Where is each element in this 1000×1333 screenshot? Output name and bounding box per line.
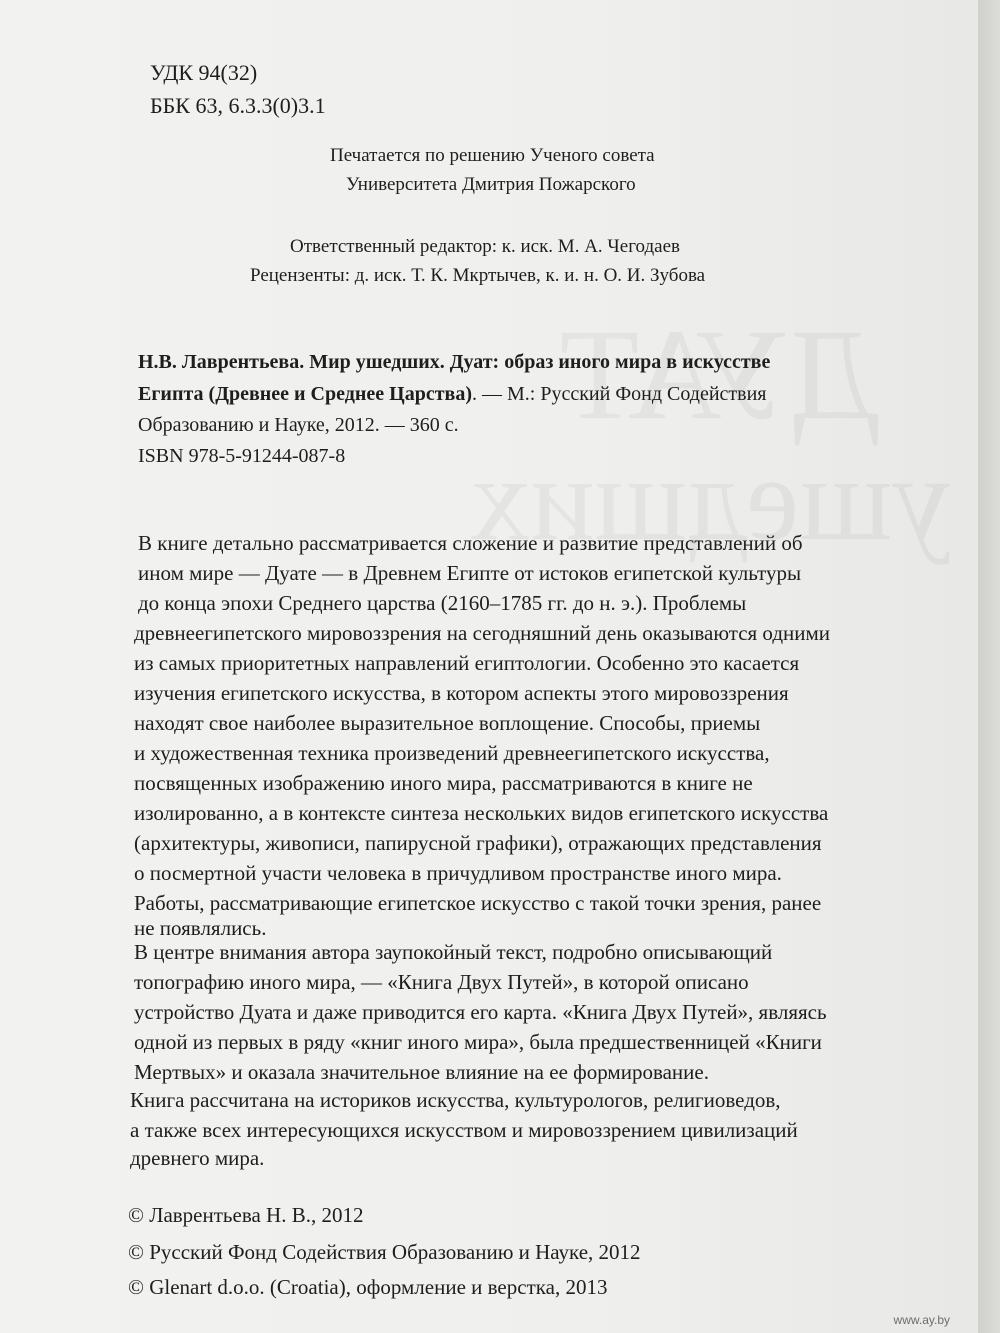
reviewers: Рецензенты: д. иск. Т. К. Мкртычев, к. и. н. О. И. Зубова	[250, 265, 706, 286]
abstract-line: не появлялись.	[134, 916, 267, 940]
responsible-editor: Ответственный редактор: к. иск. М. А. Чегодаев	[290, 236, 680, 257]
abstract-line: древнего мира.	[130, 1146, 265, 1170]
copyright-line: © Glenart d.o.o. (Croatia), оформление и верстка, 2013	[128, 1275, 608, 1299]
abstract-line: топографию иного мира, — «Книга Двух Путей», в которой описано	[134, 970, 749, 994]
abstract-line: изучения египетского искусства, в котором аспекты этого мировоззрения	[134, 681, 789, 705]
abstract-line: одной из первых в ряду «книг иного мира», была предшественницей «Книги	[134, 1030, 822, 1054]
print-decision-line: Печатается по решению Ученого совета	[330, 145, 655, 166]
citation-publisher: . — М.: Русский Фонд Содействия	[471, 383, 767, 405]
abstract-line: а также всех интересующихся искусством и мировоззрением цивилизаций	[130, 1118, 798, 1142]
citation-title-continued: Египта (Древнее и Среднее Царства)	[138, 383, 472, 405]
bbk-code: ББК 63, 6.3.3(0)3.1	[150, 93, 326, 118]
citation-line-3: Образованию и Науке, 2012. — 360 с.	[138, 414, 459, 436]
abstract-line: находят свое наиболее выразительное воплощение. Способы, приемы	[134, 711, 761, 735]
abstract-line: из самых приоритетных направлений египтологии. Особенно это касается	[134, 651, 800, 675]
isbn: ISBN 978-5-91244-087-8	[138, 445, 346, 467]
abstract-line: и художественная техника произведений древнеегипетского искусства,	[134, 741, 770, 765]
abstract-line: В книге детально рассматривается сложение и развитие представлений об	[138, 531, 803, 555]
abstract-line: Работы, рассматривающие египетское искусство с такой точки зрения, ранее	[134, 891, 822, 915]
show-through-text	[560, 300, 879, 450]
print-decision-line: Университета Дмитрия Пожарского	[346, 174, 636, 195]
copyright-line: © Лаврентьева Н. В., 2012	[128, 1203, 364, 1227]
abstract-line: о посмертной участи человека в причудливом пространстве иного мира.	[134, 861, 782, 885]
abstract-line: устройство Дуата и даже приводится его карта. «Книга Двух Путей», являясь	[134, 1000, 827, 1024]
abstract-line: до конца эпохи Среднего царства (2160–1785 гг. до н. э.). Проблемы	[138, 591, 747, 615]
abstract-line: посвященных изображению иного мира, рассматриваются в книге не	[134, 771, 753, 795]
abstract-line: изолированно, а в контексте синтеза нескольких видов египетского искусства	[134, 801, 829, 825]
abstract-line: Мертвых» и оказала значительное влияние на ее формирование.	[134, 1060, 709, 1084]
source-watermark: www.ay.by	[893, 1313, 950, 1327]
abstract-line: Книга рассчитана на историков искусства, культурологов, религиоведов,	[130, 1088, 781, 1112]
copyright-line: © Русский Фонд Содействия Образованию и Науке, 2012	[128, 1240, 641, 1264]
abstract-line: ином мире — Дуате — в Древнем Египте от истоков египетской культуры	[138, 561, 802, 585]
abstract-line: древнеегипетского мировоззрения на сегодняшний день оказываются одними	[134, 621, 831, 645]
citation-title: Н.В. Лаврентьева. Мир ушедших. Дуат: образ иного мира в искусстве	[138, 351, 771, 373]
abstract-line: (архитектуры, живописи, папирусной графики), отражающих представления	[134, 831, 822, 855]
citation-line-2	[138, 384, 767, 404]
page-edge	[978, 0, 1000, 1333]
abstract-line: В центре внимания автора заупокойный текст, подробно описывающий	[134, 940, 773, 964]
udk-code: УДК 94(32)	[150, 60, 258, 85]
